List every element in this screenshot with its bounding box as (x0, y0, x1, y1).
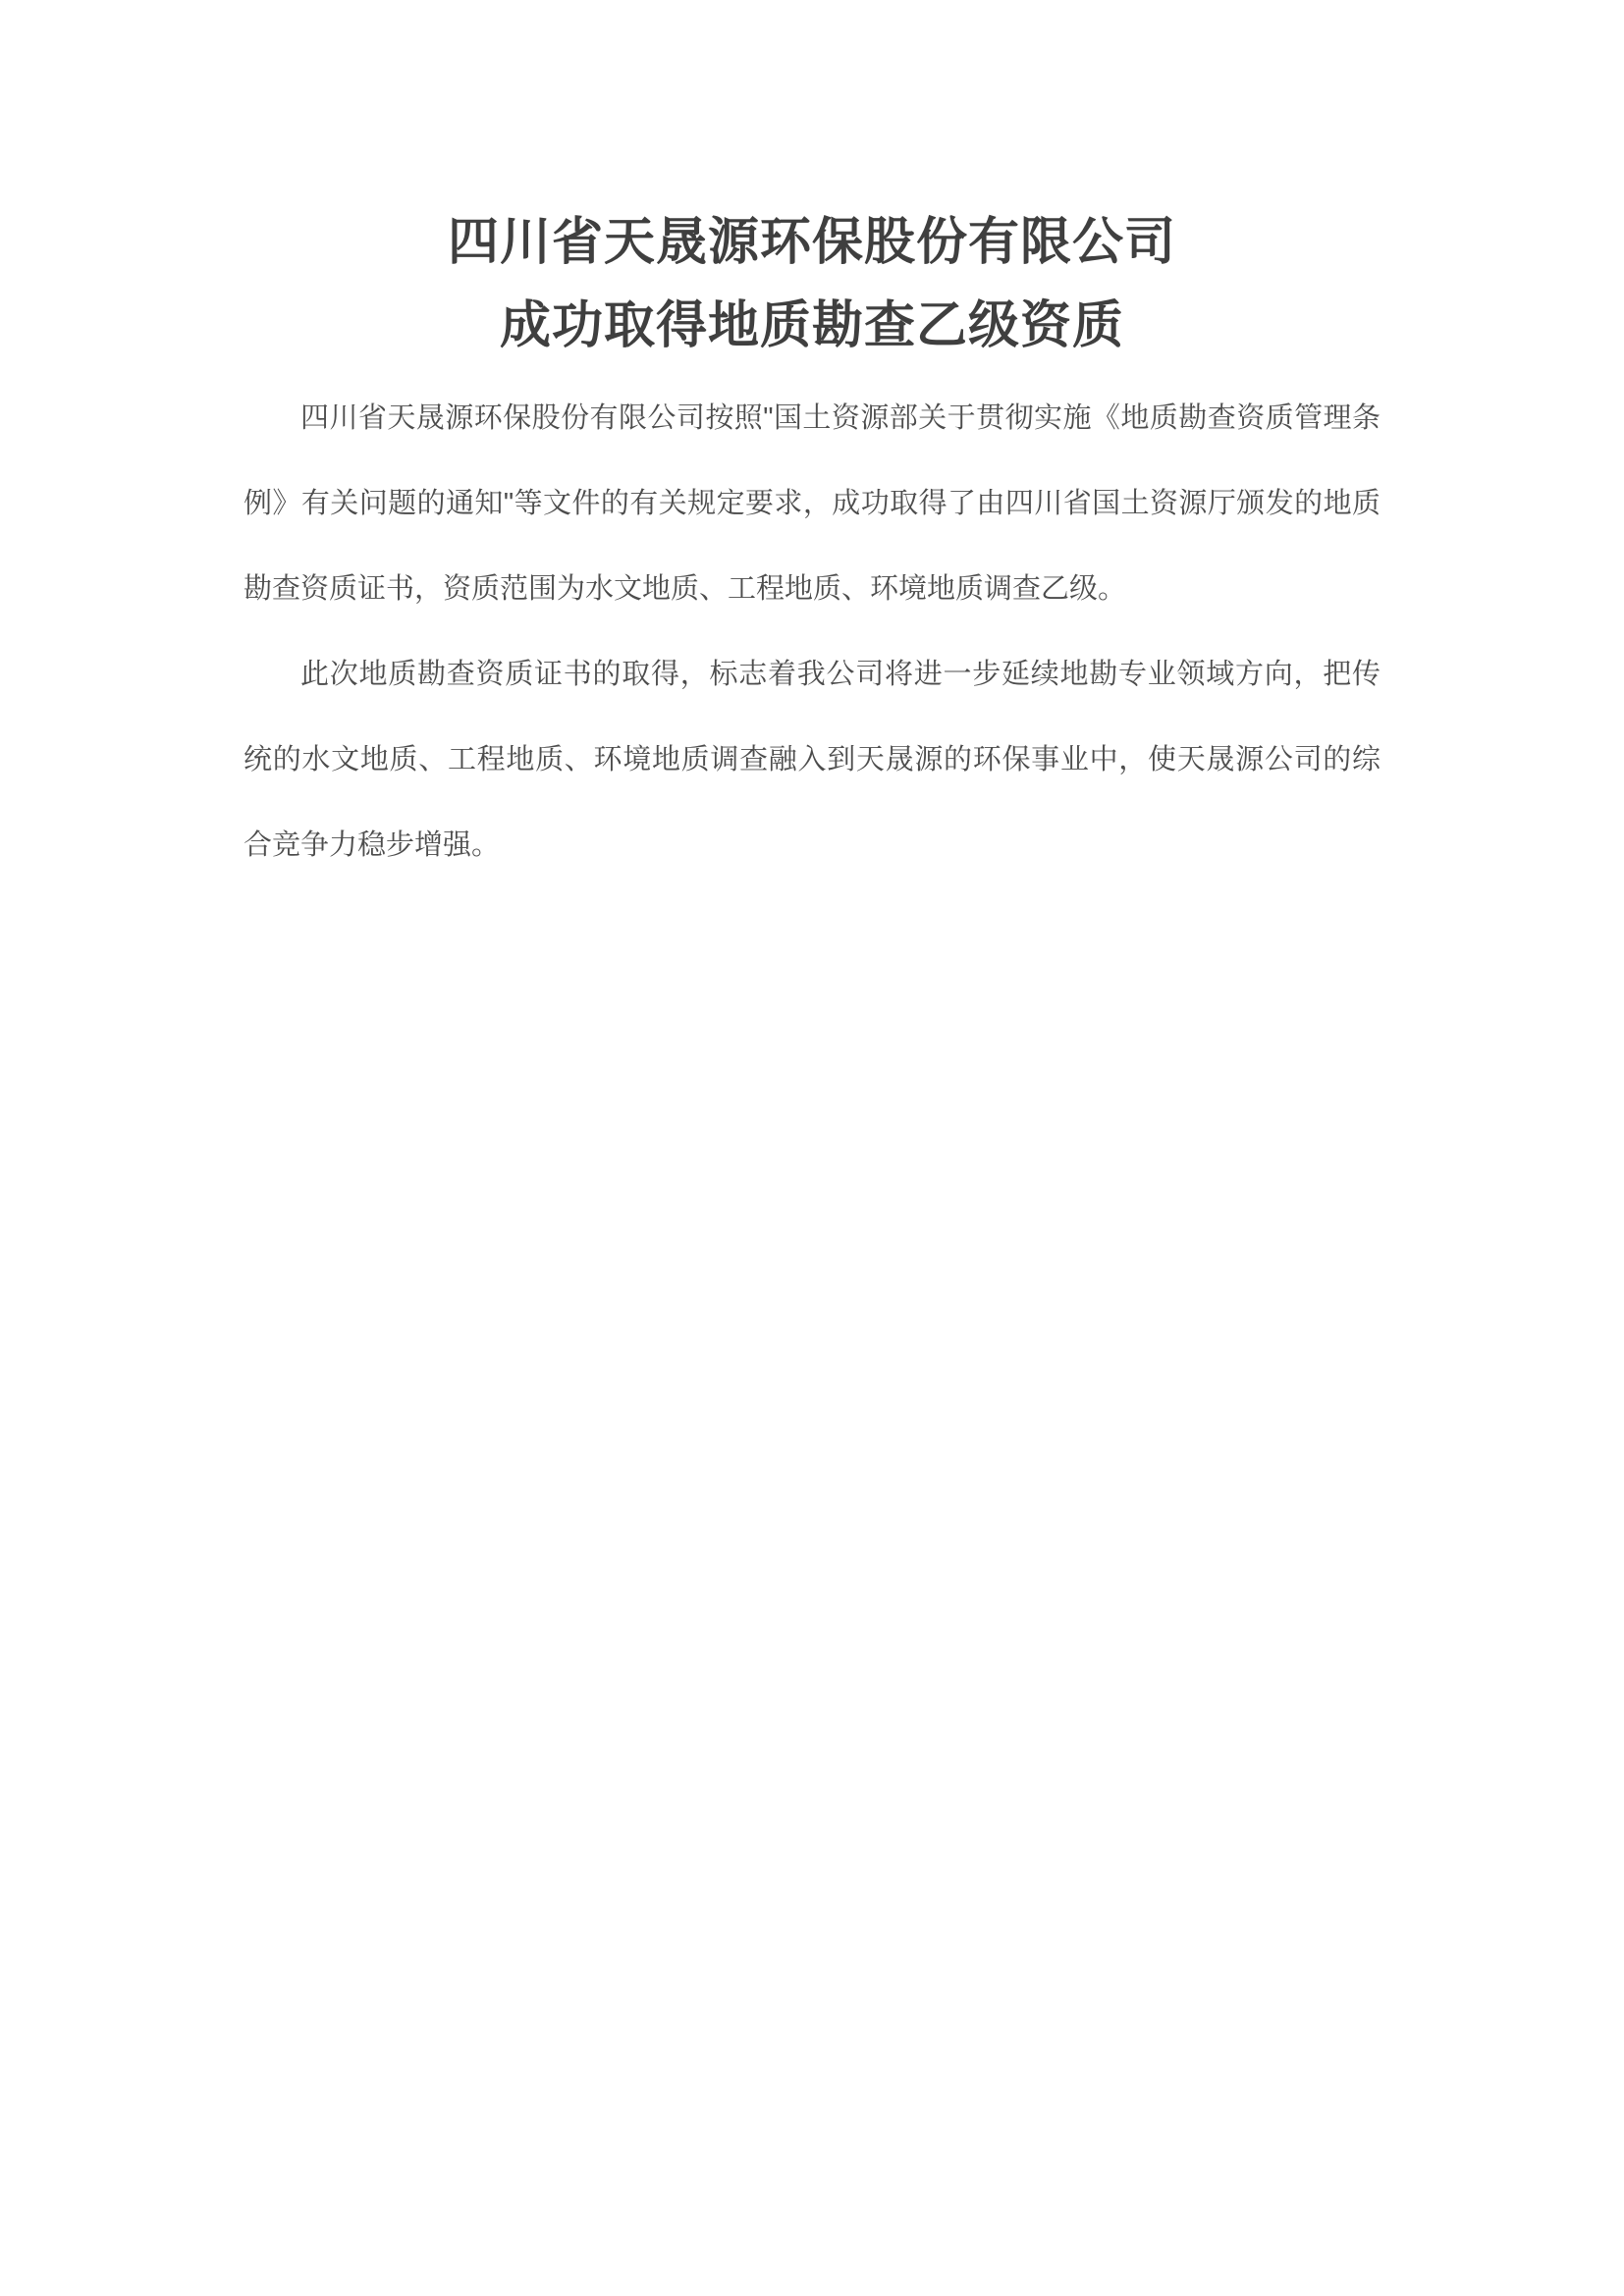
paragraph-1: 四川省天晟源环保股份有限公司按照"国土资源部关于贯彻实施《地质勘查资质管理条例》有关问题的通知"等文件的有关规定要求，成功取得了由四川省国土资源厅颁发的地质勘查资质证书，资质范围为水文地质、工程地质、环境地质调查乙级。 (244, 402, 1380, 605)
document-body (244, 376, 1380, 888)
document-title (0, 0, 1624, 368)
document-title-line-1: 四川省天晟源环保股份有限公司 (447, 214, 1176, 271)
paragraph-2: 此次地质勘查资质证书的取得，标志着我公司将进一步延续地勘专业领域方向，把传统的水文地质、工程地质、环境地质调查融入到天晟源的环保事业中，使天晟源公司的综合竞争力稳步增强。 (244, 659, 1380, 861)
document-title-line-2: 成功取得地质勘查乙级资质 (499, 297, 1124, 354)
